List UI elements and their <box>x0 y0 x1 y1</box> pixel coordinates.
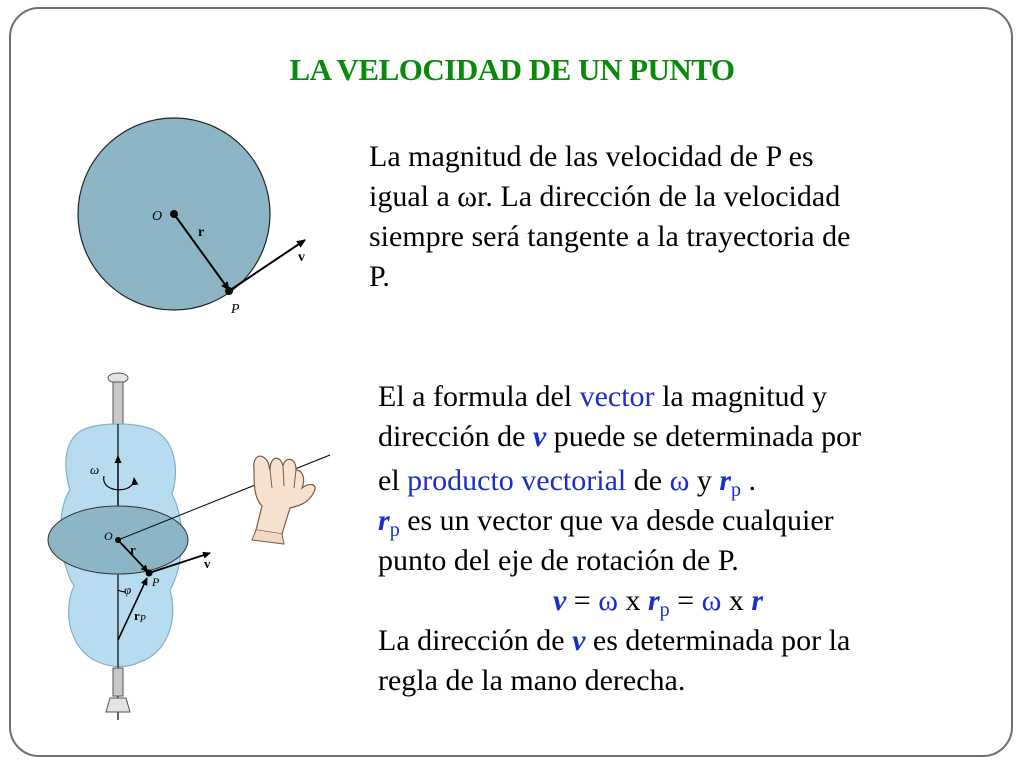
label-r: r <box>130 542 136 557</box>
text-run: x <box>617 584 648 617</box>
text-run: x <box>721 584 752 617</box>
paragraph-line: regla de la mano derecha. <box>378 664 686 697</box>
symbol-r: r <box>719 464 732 497</box>
paragraph-line: La magnitud de las velocidad de P es <box>369 140 814 173</box>
paragraph-line: P. <box>369 260 390 293</box>
axis-bottom-base <box>106 698 130 712</box>
text-run: la magnitud y <box>654 380 828 413</box>
text-run: puede se determinada por <box>546 420 862 453</box>
symbol-omega: ω <box>669 464 690 497</box>
symbol-r: r <box>378 504 390 537</box>
axis-bottom-shaft <box>113 668 123 696</box>
label-phi: φ <box>124 582 132 597</box>
paragraph-line: siempre será tangente a la trayectoria de <box>369 220 851 253</box>
text-run: dirección de <box>378 420 533 453</box>
symbol-v: v <box>552 584 567 617</box>
label-o: O <box>104 529 113 543</box>
text-run: el <box>378 464 408 497</box>
symbol-v: v <box>532 420 547 453</box>
label-r: r <box>198 225 205 240</box>
label-omega: ω <box>90 462 100 477</box>
text-run: = <box>566 584 599 617</box>
center-point <box>115 537 121 543</box>
label-rp: rP <box>134 608 146 625</box>
text-run: La dirección de <box>378 624 573 657</box>
text-run: de <box>626 464 670 497</box>
text-run: es un vector que va desde cualquier <box>399 504 834 537</box>
symbol-omega: ω <box>598 584 618 617</box>
symbol-r: r <box>647 584 660 617</box>
paragraph-line: igual a ωr. La dirección de la velocidad <box>369 180 841 213</box>
symbol-r: r <box>751 584 764 617</box>
text-run: = <box>669 584 702 617</box>
axis-top-shaft <box>113 382 123 424</box>
subscript-p: p <box>389 519 400 541</box>
text-run: El a formula del <box>378 380 580 413</box>
highlight-vector: vector <box>579 380 655 413</box>
right-hand-icon <box>252 456 315 544</box>
highlight-cross-product: producto vectorial <box>407 464 627 497</box>
label-p: P <box>152 575 160 589</box>
subscript-p: p <box>659 599 670 621</box>
symbol-v: v <box>572 624 586 657</box>
text-run: y <box>689 464 720 497</box>
symbol-omega: ω <box>701 584 722 617</box>
label-v: v <box>298 250 305 265</box>
subscript-p: p <box>731 479 742 501</box>
paragraph-line: punto del eje de rotación de P. <box>378 544 739 577</box>
text-run: . <box>741 464 757 497</box>
slide-title: LA VELOCIDAD DE UN PUNTO <box>289 52 735 87</box>
text-run: es determinada por la <box>585 624 851 657</box>
label-v: v <box>204 556 211 571</box>
label-o: O <box>152 209 163 224</box>
label-p: P <box>231 302 240 317</box>
